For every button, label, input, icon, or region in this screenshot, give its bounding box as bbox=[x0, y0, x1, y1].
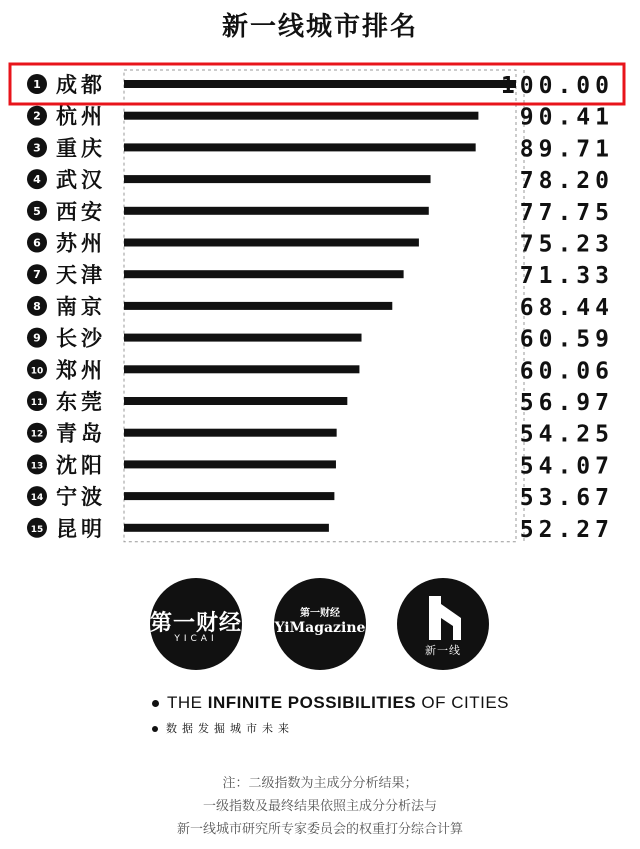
city-label: 武汉 bbox=[56, 168, 106, 193]
tagline-part1: THE bbox=[167, 693, 208, 712]
value-label: 53.67 bbox=[519, 485, 614, 512]
bar bbox=[124, 112, 478, 120]
tagline-cn bbox=[152, 720, 294, 736]
city-label: 沈阳 bbox=[56, 453, 106, 478]
rank-number: 14 bbox=[30, 493, 44, 504]
page-title: 新一线城市排名 bbox=[221, 12, 418, 42]
tagline-part2: OF CITIES bbox=[416, 693, 509, 712]
footnote-line-3: 新一线城市研究所专家委员会的权重打分综合计算 bbox=[176, 822, 463, 837]
bar bbox=[124, 524, 329, 532]
value-label: 71.33 bbox=[519, 263, 614, 290]
bullet-icon bbox=[152, 726, 158, 732]
value-label: 54.07 bbox=[519, 453, 614, 480]
rank-number: 11 bbox=[30, 398, 44, 408]
rank-number: 4 bbox=[33, 173, 41, 187]
bar bbox=[124, 334, 362, 342]
tagline-bold: INFINITE POSSIBILITIES bbox=[207, 693, 417, 712]
yimagazine-logo-text: YiMagazine bbox=[274, 620, 366, 636]
bullet-icon bbox=[152, 700, 159, 707]
rank-number: 2 bbox=[33, 109, 41, 123]
value-label: 89.71 bbox=[519, 136, 614, 163]
bar bbox=[124, 492, 334, 500]
value-label: 68.44 bbox=[519, 294, 614, 321]
value-label: 100.00 bbox=[500, 73, 614, 99]
value-label: 77.75 bbox=[519, 199, 614, 226]
city-label: 天津 bbox=[56, 263, 106, 288]
value-label: 75.23 bbox=[519, 231, 614, 258]
bar bbox=[124, 460, 336, 468]
yimagazine-logo bbox=[274, 578, 366, 670]
bar bbox=[124, 143, 476, 151]
rank-number: 8 bbox=[33, 299, 41, 313]
city-label: 郑州 bbox=[56, 358, 106, 383]
city-label: 南京 bbox=[56, 294, 106, 319]
rank-number: 13 bbox=[30, 461, 44, 472]
city-label: 宁波 bbox=[56, 485, 106, 510]
bar bbox=[124, 397, 347, 405]
rank-number: 15 bbox=[30, 524, 44, 535]
value-label: 78.20 bbox=[519, 168, 614, 195]
yimagazine-logo-top: 第一财经 bbox=[300, 608, 340, 619]
yicai-logo-subtext: YICAI bbox=[174, 634, 218, 644]
bar bbox=[124, 429, 337, 437]
value-label: 56.97 bbox=[519, 390, 614, 416]
rank-number: 7 bbox=[33, 268, 41, 282]
value-label: 60.06 bbox=[519, 358, 614, 385]
tagline-cn-text: 数据发掘城市未来 bbox=[166, 722, 294, 735]
rank-number: 6 bbox=[33, 236, 41, 250]
bar bbox=[124, 80, 516, 88]
rank-number: 10 bbox=[30, 366, 44, 377]
value-label: 54.25 bbox=[519, 421, 614, 448]
bar bbox=[124, 302, 392, 310]
city-label: 青岛 bbox=[56, 421, 106, 446]
city-label: 苏州 bbox=[56, 231, 106, 256]
city-label: 成都 bbox=[56, 73, 106, 97]
bar bbox=[124, 270, 404, 278]
city-label: 昆明 bbox=[56, 516, 106, 541]
rank-number: 1 bbox=[33, 78, 41, 91]
bar bbox=[124, 175, 431, 183]
yicai-logo-text: 第一财经 bbox=[150, 611, 243, 636]
bar bbox=[124, 239, 419, 247]
city-label: 东莞 bbox=[56, 390, 106, 414]
ranking-chart bbox=[0, 56, 640, 556]
rank-number: 3 bbox=[33, 141, 41, 155]
yicai-logo bbox=[150, 578, 242, 670]
rank-number: 9 bbox=[33, 331, 41, 345]
value-label: 90.41 bbox=[519, 104, 614, 131]
new-tier1-logo-text: 新一线 bbox=[425, 644, 461, 657]
city-label: 重庆 bbox=[56, 136, 106, 161]
rank-number: 12 bbox=[30, 429, 44, 440]
city-label: 长沙 bbox=[56, 326, 106, 351]
footnote-line-2: 一级指数及最终结果依照主成分分析法与 bbox=[202, 799, 437, 814]
new-tier1-logo bbox=[397, 578, 489, 670]
city-label: 杭州 bbox=[56, 104, 106, 129]
bar bbox=[124, 365, 359, 373]
city-label: 西安 bbox=[56, 199, 106, 224]
tagline-en bbox=[152, 693, 509, 713]
value-label: 60.59 bbox=[519, 326, 614, 353]
bar bbox=[124, 207, 429, 215]
rank-number: 5 bbox=[33, 204, 41, 218]
footnote-line-1: 注：二级指数为主成分分析结果； bbox=[222, 776, 418, 791]
value-label: 52.27 bbox=[519, 516, 614, 543]
